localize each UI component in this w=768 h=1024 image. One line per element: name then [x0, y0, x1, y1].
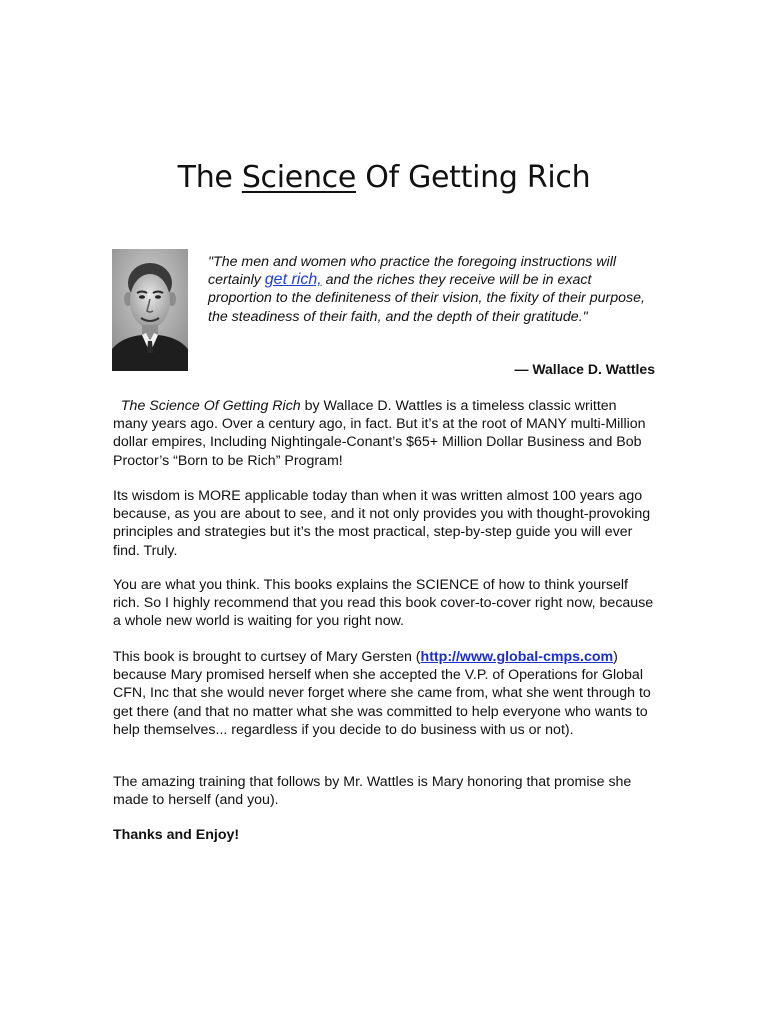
title-before: The — [177, 160, 242, 195]
paragraph-think: You are what you think. This books explains the SCIENCE of how to think yourself rich. So I highly recommend that you read this book cover-to-cover right now, because a whole new world is waiting for you right now. — [113, 577, 654, 630]
get-rich-link[interactable]: get rich, — [264, 271, 322, 289]
book-title-italic: The Science Of Getting Rich — [120, 398, 301, 414]
closing-line: Thanks and Enjoy! — [113, 827, 240, 843]
portrait-photo-icon — [112, 249, 188, 371]
paragraph-promise: The amazing training that follows by Mr. Wattles is Mary honoring that promise she made to herself (and you). — [113, 774, 632, 809]
quote-text-end: and the riches they receive will be in exact proportion to the definiteness of their vision, the fixity of their purpose, the steadiness of their faith, and the depth of their gratitude." — [208, 272, 645, 325]
paragraph-wisdom: Its wisdom is MORE applicable today than when it was written almost 100 years ago because, as you are about to see, and it not only provides you with thought-provoking principles and strategies but it’s the most practical, step-by-step guide you will ever find. Truly. — [113, 488, 651, 559]
paragraph-courtesy-start: This book is brought to curtsey of Mary Gersten ( — [113, 649, 421, 665]
quote-block — [208, 253, 658, 326]
paragraph-courtesy — [113, 648, 655, 739]
title-after: Of Getting Rich — [356, 160, 591, 195]
paragraph-intro-text: by Wallace D. Wattles is a timeless classic written many years ago. Over a century ago, in fact. But it’s at the root of MANY multi-Million dollar empires, Including Nightingale-Conant’s $65+ Million Dollar Business and Bob Proctor’s “Born to be Rich” Program! — [113, 398, 646, 469]
paragraph-courtesy-end: ) because Mary promised herself when she accepted the V.P. of Operations for Global CFN, Inc that she would never forget where she came from, what she went through to get there (and that no matter what she was committed to help everyone who wants to help themselves... regardless if you decide to do business with us or not). — [113, 649, 651, 738]
paragraph-intro — [113, 397, 655, 470]
title-underlined-word: Science — [241, 160, 357, 195]
quote-text-start: "The men and women who practice the foregoing instructions will certainly — [208, 254, 617, 289]
quote-attribution: — Wallace D. Wattles — [514, 361, 655, 377]
page-title — [0, 160, 768, 195]
website-link[interactable]: http://www.global-cmps.com — [420, 649, 614, 665]
